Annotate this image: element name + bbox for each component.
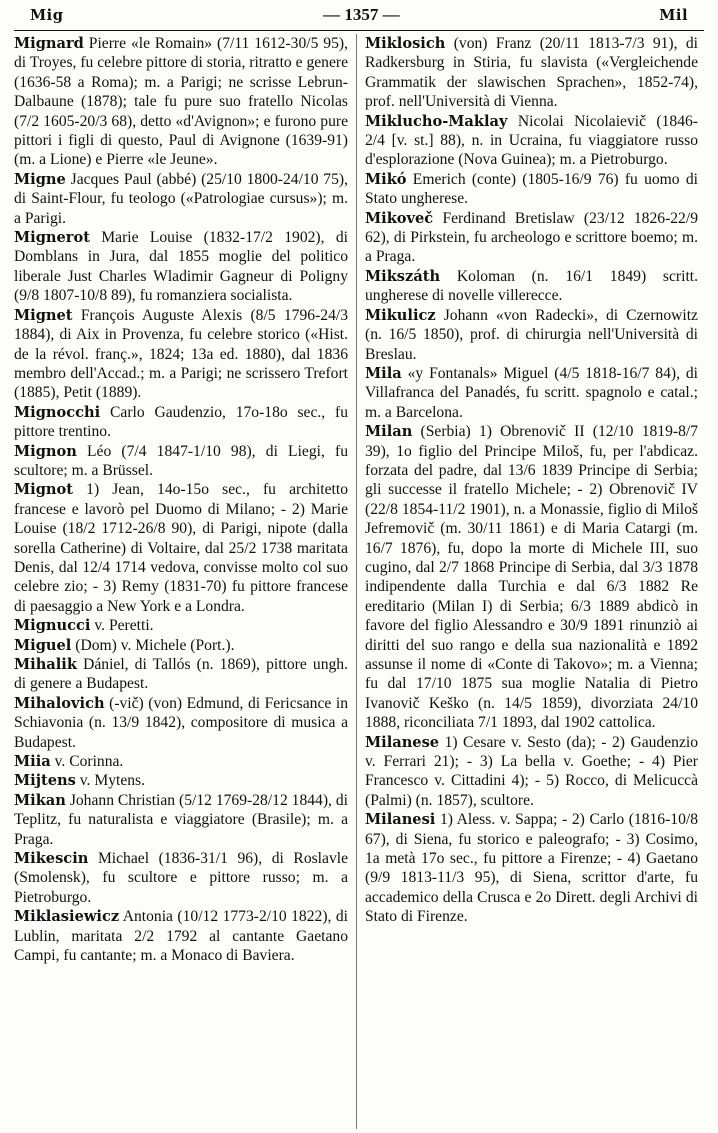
entry-text: Nicolai Nicolaievič (1846-2/4 [v. st.] 88), n. in Ucraina, fu viaggiatore russo d'esplorazione (Nova Guinea); m. a Pietroburgo. xyxy=(365,112,698,169)
entry-headword: Mignet xyxy=(14,306,73,324)
entry-text: «y Fontanals» Miguel (4/5 1818-16/7 84), di Villafranca del Panadés, fu scritt. spagnolo e catal.; m. a Barcelona. xyxy=(365,364,698,421)
entry-text: (Serbia) 1) Obrenovič II (12/10 1819-8/7 39), 1o figlio del Principe Miloš, fu, per l'abdicaz. forzata del padre, dal 13/6 1839 Principe di Serbia; gli successe il fratello Michele; - 2) Obrenovič IV (22/8 1854-11/2 1901), n. a Monassie, figlio di Miloš Jefremovič (m. 30/11 1861) e di Maria Catargi (m. 16/7 1876), fu, dopo la morte di Michele III, suo cugino, dal 2/7 1868 Principe di Serbia, dal 3/3 1878 indipendente dalla Turchia e dal 6/3 1882 Re ereditario (Milan I) di Serbia; 6/3 1889 abdicò in favore del figlio Alessandro e 30/9 1891 rinunziò ai diritti del suo rango e della sua nazionalità e 1892 assunse il nome di «Conte di Takovo»; m. a Vienna; fu dal 17/10 1875 sua moglie Natalia di Pietro Ivanovič Keško (n. 14/5 1859), divorziata 24/10 1888, riconciliata 7/1 1893, dal 1902 cattolica. xyxy=(365,423,698,732)
entry-headword: Mikoveč xyxy=(365,209,434,227)
entry-headword: Mikescin xyxy=(14,850,89,868)
entry-text: François Auguste Alexis (8/5 1796-24/3 1884), di Aix in Provenza, fu celebre storico («Hist. de la révol. franç.», 1824; 13a ed. 1880), dal 1836 membro dell'Accad.; m. a Parigi; ne scrissero Trefort (1885), Petit (1889). xyxy=(14,306,348,402)
entry-text: 1) Jean, 14o-15o sec., fu architetto francese e lavorò pel Duomo di Milano; - 2) Marie Louise (18/2 1712-26/8 90), di Parigi, nipote (dalla sorella Catherine) di Voltaire, dal 25/2 1738 maritata Denis, dal 12/4 1714 vedova, convisse molto col suo celebre zio; - 3) Remy (1831-70) fu pittore francese di paesaggio a New York e a Londra. xyxy=(14,481,348,615)
entry-text: Johann Christian (5/12 1769-28/12 1844), di Teplitz, fu naturalista e viaggiatore (Brasile); m. a Praga. xyxy=(14,791,348,848)
dictionary-entry xyxy=(365,364,698,422)
entry-text: Emerich (conte) (1805-16/9 76) fu uomo di Stato ungherese. xyxy=(365,170,698,208)
entry-text: 1) Cesare v. Sesto (da); - 2) Gaudenzio v. Ferrari 21); - 3) La bella v. Goethe; - 4) Pier Francesco v. Cittadini 4); - 5) Rocco, di Melicuccà (Palmi) (n. 1857), scultore. xyxy=(365,733,698,809)
entry-headword: Mignard xyxy=(14,35,84,52)
dictionary-entry xyxy=(365,306,698,364)
dictionary-entry xyxy=(14,752,348,771)
entry-headword: Milanese xyxy=(365,733,440,751)
page-number: — 1357 — xyxy=(323,5,400,24)
entry-headword: Milan xyxy=(365,423,413,441)
left-column xyxy=(14,34,356,1129)
entry-text: Pierre «le Romain» (7/11 1612-30/5 95), di Troyes, fu celebre pittore di storia, ritratto e genere (1636-58 a Roma); m. a Parigi; ne scrisse Lebrun-Dalbaune (1878); tale fu pure suo fratello Nicolas (7/2 1605-20/3 68), detto «d'Avignon»; e furono pure pittori i figli di questo, Paul di Avignone (1639-91) (m. a Lione) e Pierre «le Jeune». xyxy=(14,35,348,169)
dictionary-entry xyxy=(365,422,698,733)
entry-headword: Mignerot xyxy=(14,229,90,247)
entry-headword: Mignucci xyxy=(14,617,91,635)
entry-text: 1) Aless. v. Sappa; - 2) Carlo (1816-10/8 67), di Siena, fu storico e paleografo; - 3) Cosimo, 1a metà 17o sec., fu pittore a Firenze; - 4) Gaetano (9/9 1813-11/3 95), di Siena, scrittor d'arte, fu accademico della Crusca e 2o Dirett. degli Archivi di Stato di Firenze. xyxy=(365,811,698,926)
entry-text: v. Mytens. xyxy=(79,772,146,790)
dictionary-entry xyxy=(365,209,698,267)
entry-text: Johann «von Radecki», di Czernowitz (n. 16/5 1850), prof. di chirurgia nell'Università di Breslau. xyxy=(365,306,698,363)
header-left-headword: Mig xyxy=(30,6,64,24)
entry-headword: Mikulicz xyxy=(365,306,436,324)
entry-headword: Miguel xyxy=(14,636,72,654)
entry-text: Carlo Gaudenzio, 17o-18o sec., fu pittore trentino. xyxy=(14,403,348,441)
entry-text: (Dom) v. Michele (Port.). xyxy=(75,636,235,654)
dictionary-entry xyxy=(14,636,348,655)
entry-text: v. Peretti. xyxy=(94,617,154,635)
columns xyxy=(14,34,704,1129)
entry-text: Michael (1836-31/1 96), di Roslavle (Smolensk), fu scultore e pittore russo; m. a Pietroburgo. xyxy=(14,850,348,906)
right-column xyxy=(356,34,698,1129)
dictionary-entry xyxy=(14,480,348,616)
entry-headword: Miklucho-Maklay xyxy=(365,112,508,130)
dictionary-entry xyxy=(14,403,348,442)
entry-text: Dániel, di Tallós (n. 1869), pittore ungh. di genere a Budapest. xyxy=(14,656,348,693)
entry-headword: Mikó xyxy=(365,170,407,188)
page-header xyxy=(14,0,704,30)
entry-headword: Mila xyxy=(365,364,402,382)
dictionary-entry xyxy=(14,34,348,170)
dictionary-entry xyxy=(14,694,348,752)
entry-text: v. Corinna. xyxy=(54,753,124,771)
dictionary-entry xyxy=(365,810,698,926)
dictionary-entry xyxy=(365,733,698,811)
dictionary-entry xyxy=(14,228,348,306)
entry-text: (-vič) (von) Edmund, di Fericsance in Schiavonia (n. 13/9 1842), compositore di musica a Budapest. xyxy=(14,694,348,751)
entry-text: Antonia (10/12 1773-2/10 1822), di Lublin, maritata 2/2 1792 al cantante Gaetano Campi, fu cantante; m. a Monaco di Baviera. xyxy=(14,908,348,965)
dictionary-entry xyxy=(14,442,348,481)
entry-text: Jacques Paul (abbé) (25/10 1800-24/10 75), di Saint-Flour, fu teologo («Patrologiae cursus»); m. a Parigi. xyxy=(14,170,348,227)
entry-headword: Miia xyxy=(14,753,51,771)
entry-headword: Mignocchi xyxy=(14,403,101,421)
dictionary-entry xyxy=(14,306,348,403)
entry-headword: Miklasiewicz xyxy=(14,908,120,926)
entry-headword: Milanesi xyxy=(365,811,436,829)
dictionary-entry xyxy=(14,791,348,849)
entry-text: Koloman (n. 16/1 1849) scritt. ungherese di novelle villerecce. xyxy=(365,267,698,305)
entry-headword: Mikszáth xyxy=(365,267,441,285)
entry-headword: Miklosich xyxy=(365,35,446,52)
dictionary-entry xyxy=(365,34,698,112)
dictionary-entry xyxy=(14,907,348,965)
header-right-headword: Mil xyxy=(659,6,688,24)
dictionary-entry xyxy=(14,616,348,635)
dictionary-entry xyxy=(365,170,698,209)
entry-headword: Mikan xyxy=(14,791,66,809)
header-rule xyxy=(14,30,704,31)
entry-text: Ferdinand Bretislaw (23/12 1826-22/9 62), di Pirkstein, fu archeologo e scrittore boemo; m. a Praga. xyxy=(365,209,698,266)
dictionary-entry xyxy=(14,849,348,907)
entry-text: (von) Franz (20/11 1813-7/3 91), di Radkersburg in Stiria, fu slavista («Vergleichende Grammatik der slawischen Sprachen», 1852-74), prof. nell'Università di Vienna. xyxy=(365,35,698,111)
entry-headword: Mijtens xyxy=(14,772,76,790)
entry-headword: Mignon xyxy=(14,442,77,460)
entry-headword: Mihalovich xyxy=(14,694,105,712)
dictionary-entry xyxy=(14,655,348,694)
entry-text: Léo (7/4 1847-1/10 98), di Liegi, fu scultore; m. a Brüssel. xyxy=(14,442,348,479)
dictionary-entry xyxy=(14,771,348,790)
entry-headword: Mihalik xyxy=(14,656,77,673)
entry-headword: Migne xyxy=(14,170,66,188)
dictionary-entry xyxy=(14,170,348,228)
dictionary-entry xyxy=(365,112,698,170)
entry-headword: Mignot xyxy=(14,481,73,499)
entry-text: Marie Louise (1832-17/2 1902), di Domblans in Jura, dal 1855 moglie del politico liberale Just Charles Wladimir Gagneur di Poligny (9/8 1807-10/8 89), fu romanziera socialista. xyxy=(14,229,348,305)
dictionary-entry xyxy=(365,267,698,306)
